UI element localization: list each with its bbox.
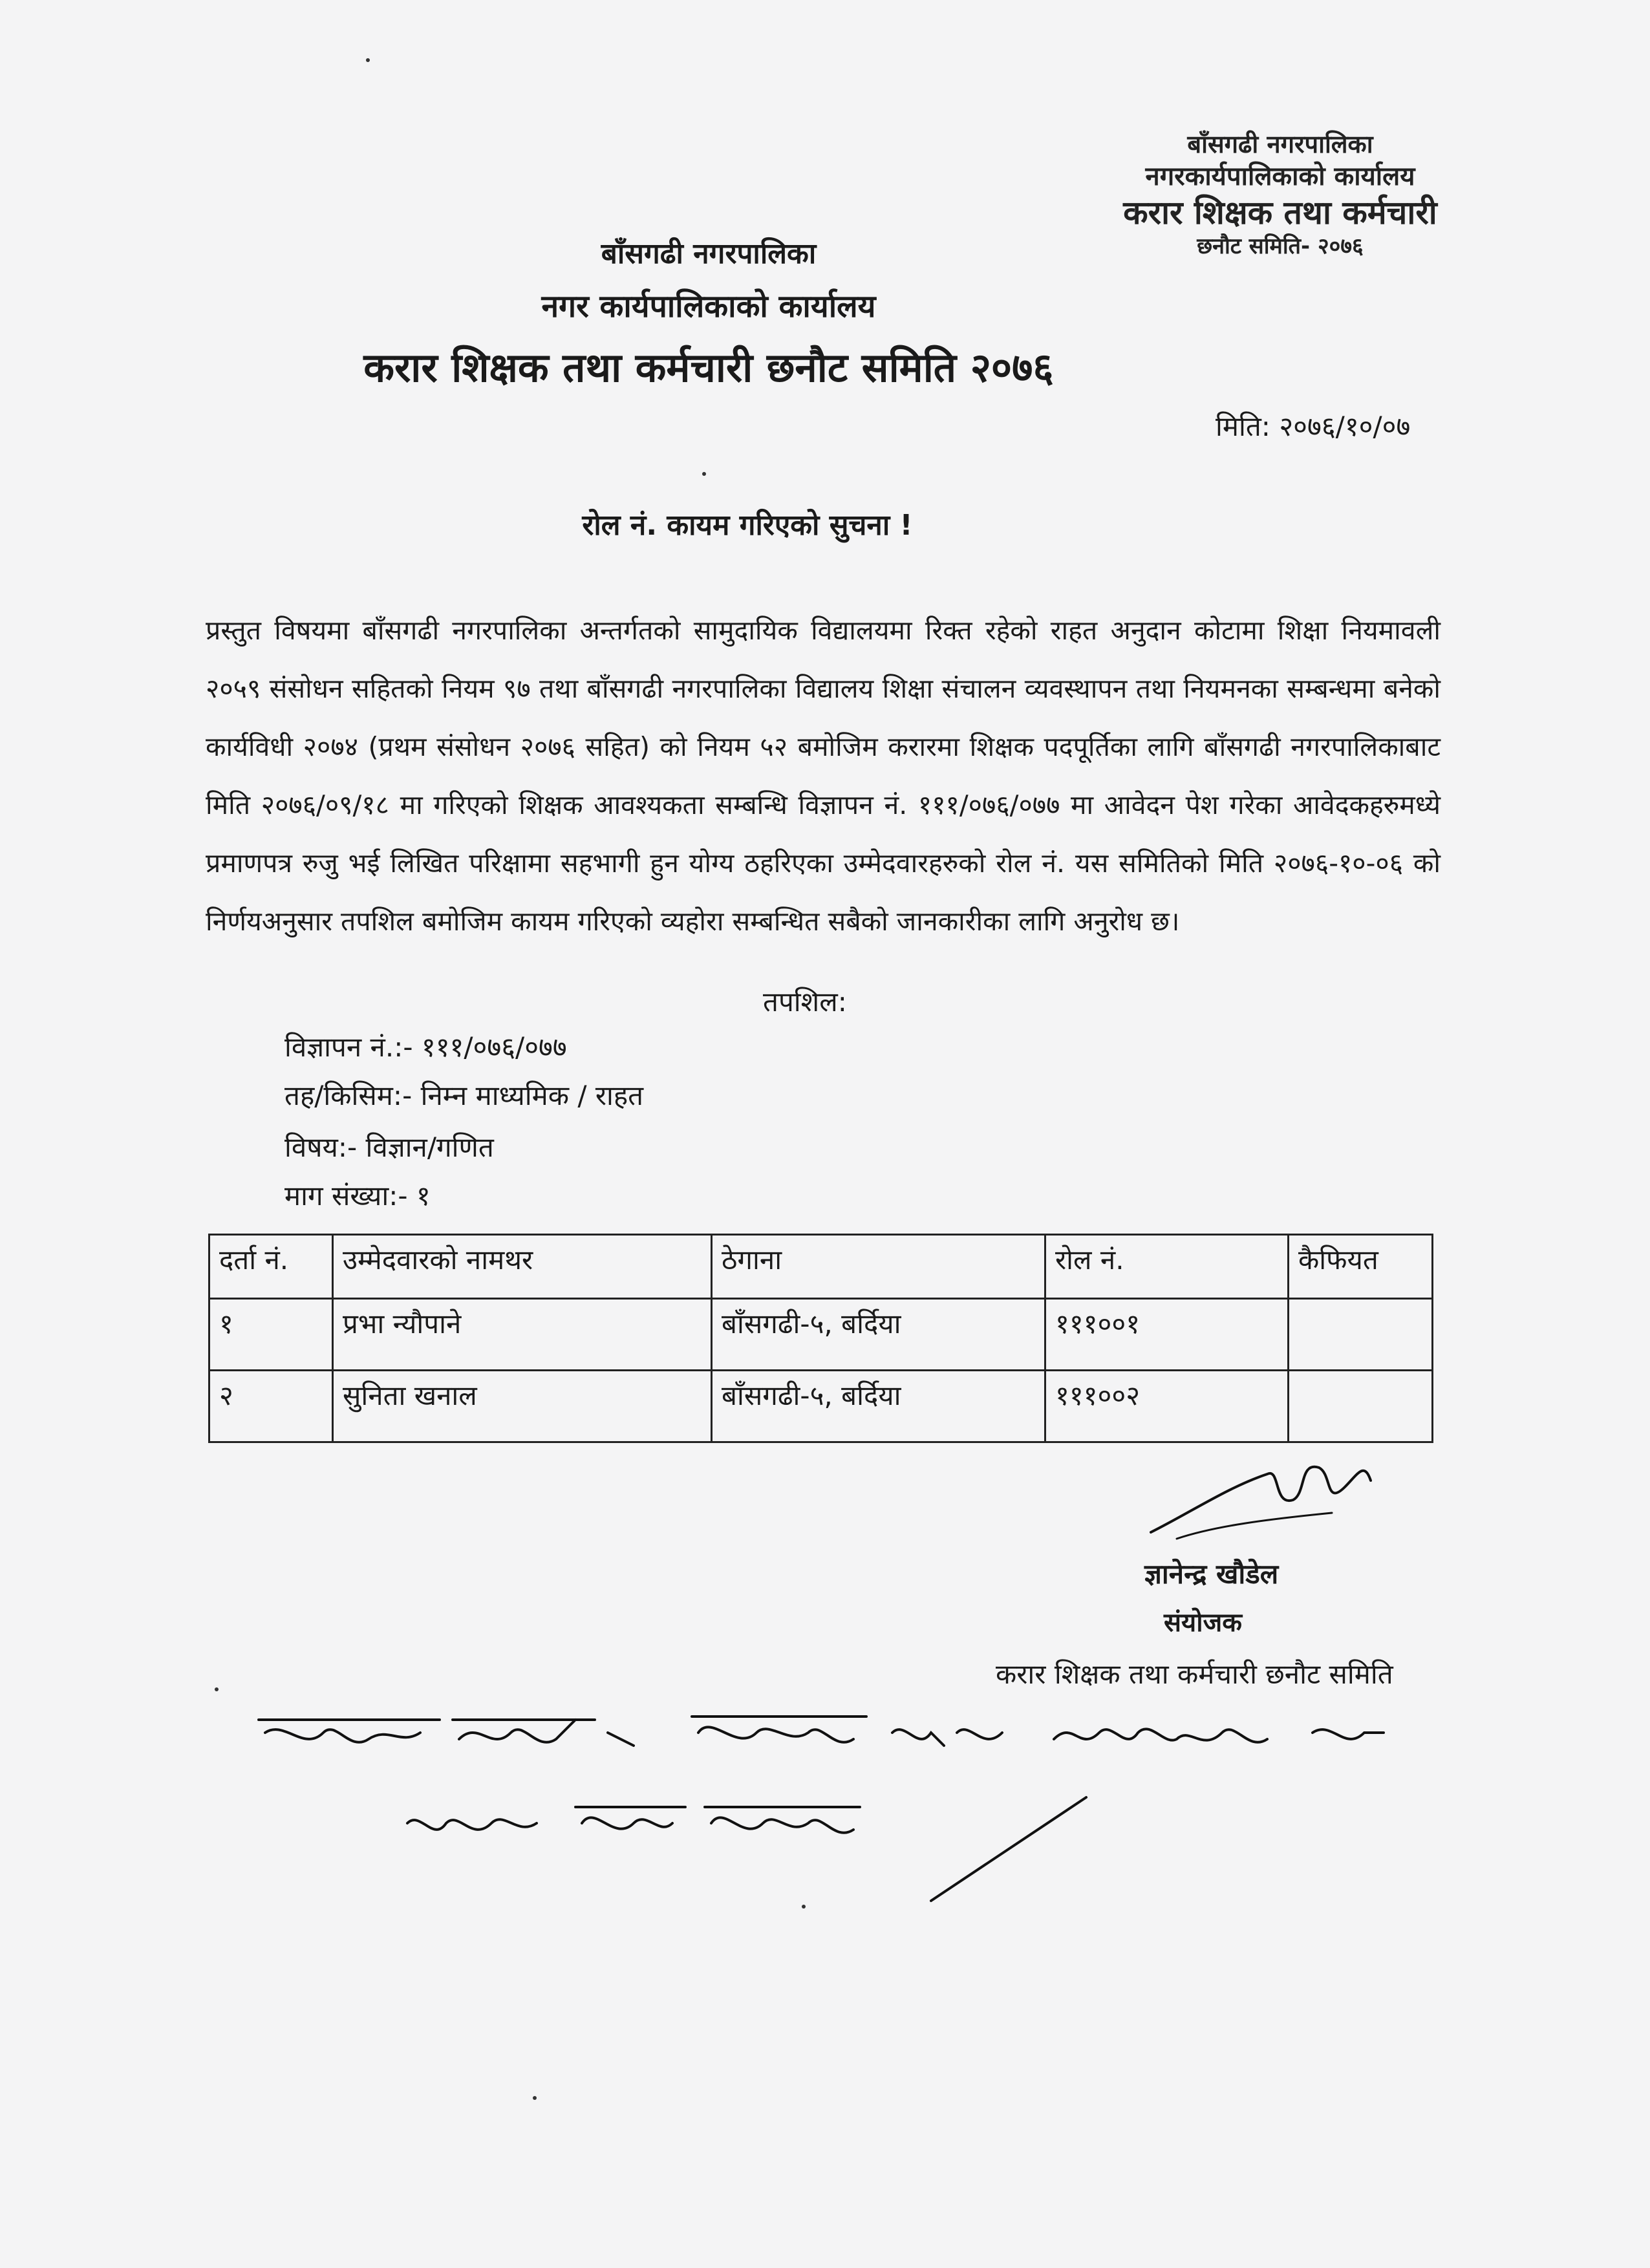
stamp-line-2: नगरकार्यपालिकाको कार्यालय bbox=[1145, 161, 1415, 191]
cell-remarks bbox=[1289, 1299, 1433, 1371]
notice-title: रोल नं. कायम गरिएको सुचना ! bbox=[582, 509, 913, 542]
cell-roll-no: १११००२ bbox=[1045, 1371, 1289, 1442]
roll-number-table bbox=[208, 1234, 1433, 1443]
details-heading: तपशिल: bbox=[763, 986, 847, 1018]
stamp-line-4: छनौट समिति- २०७६ bbox=[1197, 233, 1364, 259]
level-type: तह/किसिम:- निम्न माध्यमिक / राहत bbox=[284, 1080, 644, 1111]
table-header-row bbox=[209, 1235, 1433, 1299]
demand-count: माग संख्या:- १ bbox=[284, 1180, 431, 1212]
cell-name: प्रभा न्यौपाने bbox=[333, 1299, 712, 1371]
cell-address: बाँसगढी-५, बर्दिया bbox=[712, 1371, 1045, 1442]
table-row bbox=[209, 1371, 1433, 1442]
stamp-line-1: बाँसगढी नगरपालिका bbox=[1187, 130, 1373, 158]
signatory-name: ज्ञानेन्द्र खौडेल bbox=[1144, 1558, 1279, 1590]
signature-scribble bbox=[1138, 1448, 1384, 1552]
ad-number: विज्ञापन नं.:- १११/०७६/०७७ bbox=[284, 1031, 567, 1063]
cell-reg-no: २ bbox=[209, 1371, 333, 1442]
col-remarks: कैफियत bbox=[1289, 1235, 1433, 1299]
signatory-committee: करार शिक्षक तथा कर्मचारी छनौट समिति bbox=[996, 1658, 1393, 1690]
header-committee: करार शिक्षक तथा कर्मचारी छनौट समिति २०७६ bbox=[363, 344, 1054, 391]
notice-body: प्रस्तुत विषयमा बाँसगढी नगरपालिका अन्तर्गतको सामुदायिक विद्यालयमा रिक्त रहेको राहत अनुदान कोटामा शिक्षा नियमावली २०५९ संसोधन सहितको नियम ९७ तथा बाँसगढी नगरपालिका विद्यालय शिक्षा संचालन व्यवस्थापन तथा नियमनका सम्बन्धमा बनेको कार्यविधी २०७४ (प्रथम संसोधन २०७६ सहित) को नियम ५२ बमोजिम करारमा शिक्षक पदपूर्तिका लागि बाँसगढी नगरपालिकाबाट मिति २०७६/०९/१८ मा गरिएको शिक्षक आवश्यकता सम्बन्धि विज्ञापन नं. १११/०७६/०७७ मा आवेदन पेश गरेका आवेदकहरुमध्ये प्रमाणपत्र रुजु भई लिखित परिक्षामा सहभागी हुन योग्य ठहरिएका उम्मेदवारहरुको रोल नं. यस समितिको मिति २०७६-१०-०६ को निर्णयअनुसार तपशिल बमोजिम कायम गरिएको व्यहोरा सम्बन्धित सबैको जानकारीका लागि अनुरोध छ। bbox=[206, 615, 1441, 937]
cell-address: बाँसगढी-५, बर्दिया bbox=[712, 1299, 1045, 1371]
notice-date: मिति: २०७६/१०/०७ bbox=[1216, 411, 1411, 442]
col-address: ठेगाना bbox=[712, 1235, 1045, 1299]
cell-remarks bbox=[1289, 1371, 1433, 1442]
header-office: नगर कार्यपालिकाको कार्यालय bbox=[541, 288, 876, 325]
cell-name: सुनिता खनाल bbox=[333, 1371, 712, 1442]
col-reg-no: दर्ता नं. bbox=[209, 1235, 333, 1299]
col-roll-no: रोल नं. bbox=[1045, 1235, 1289, 1299]
handwritten-note bbox=[246, 1694, 1487, 1914]
cell-roll-no: १११००१ bbox=[1045, 1299, 1289, 1371]
cell-reg-no: १ bbox=[209, 1299, 333, 1371]
subject: विषय:- विज्ञान/गणित bbox=[284, 1131, 494, 1163]
table-row bbox=[209, 1299, 1433, 1371]
stamp-line-3: करार शिक्षक तथा कर्मचारी bbox=[1123, 193, 1437, 231]
col-name: उम्मेदवारको नामथर bbox=[333, 1235, 712, 1299]
header-municipality: बाँसगढी नगरपालिका bbox=[601, 237, 817, 270]
signatory-role: संयोजक bbox=[1164, 1608, 1242, 1638]
